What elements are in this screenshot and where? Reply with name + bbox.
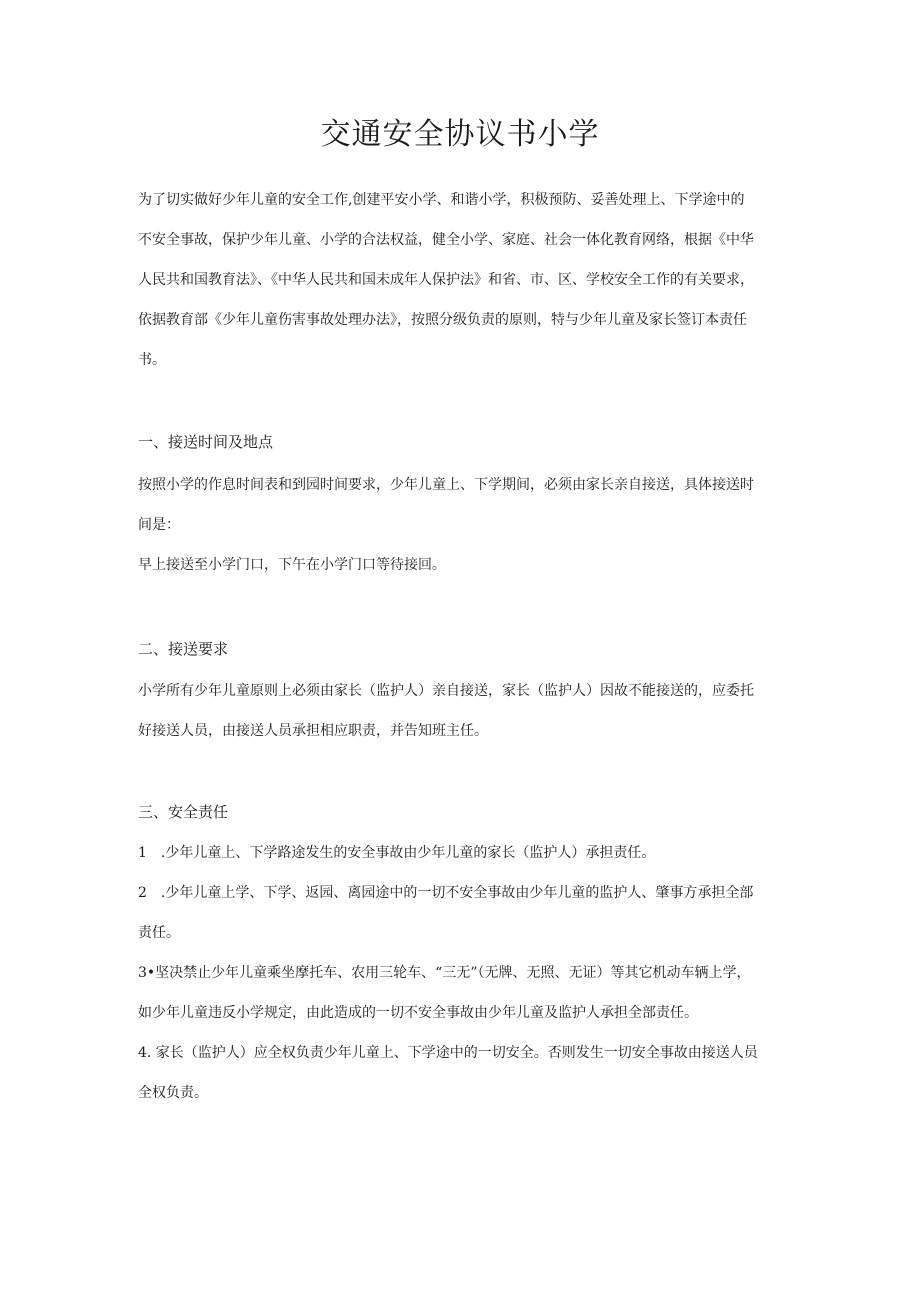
section-line: 全权负责。 [138,1085,208,1101]
section-heading-safety-responsibility: 三、安全责任 [138,803,229,821]
section-line: 责任。 [138,925,180,941]
section-line: 小学所有少年儿童原则上必须由家长（监护人）亲自接送，家长（监护人）因故不能接送的，应委托 [138,683,754,699]
section-line: 1 .少年儿童上、下学路途发生的安全事故由少年儿童的家长（监护人）承担责任。 [138,845,656,861]
intro-line: 依据教育部《少年儿童伤害事故处理办法》，按照分级负责的原则，特与少年儿童及家长签订本责任 [138,312,747,328]
section-line: 如少年儿童违反小学规定，由此造成的一切不安全事故由少年儿童及监护人承担全部责任。 [138,1005,698,1021]
intro-line: 人民共和国教育法》、《中华人民共和国未成年人保护法》和省、市、区、学校安全工作的有关要求， [138,272,754,288]
section-body-safety-responsibility [138,833,786,1113]
section-line: 好接送人员，由接送人员承担相应职责，并告知班主任。 [138,723,488,739]
intro-line: 书。 [138,352,166,368]
document-title: 交通安全协议书小学 [320,117,600,152]
section-line: 4. 家长（监护人）应全权负责少年儿童上、下学途中的一切安全。否则发生一切安全事故由接送人员 [138,1045,758,1061]
section-heading-pickup-time: 一、接送时间及地点 [138,433,274,451]
section-heading-pickup-requirements: 二、接送要求 [138,640,229,658]
intro-paragraph [138,180,786,380]
section-line: 2 .少年儿童上学、下学、返园、离园途中的一切不安全事故由少年儿童的监护人、肇事方承担全部 [138,885,754,901]
section-line: 按照小学的作息时间表和到园时间要求，少年儿童上、下学期间，必须由家长亲自接送，具体接送时 [138,477,754,493]
intro-line: 为了切实做好少年儿童的安全工作,创建平安小学、和谐小学，积极预防、妥善处理上、下学途中的 [138,192,745,208]
intro-line: 不安全事故，保护少年儿童、小学的合法权益，健全小学、家庭、社会一体化教育网络，根据《中华 [138,232,754,248]
section-body-pickup-requirements [138,671,786,751]
section-line: 3•坚决禁止少年儿童乘坐摩托车、农用三轮车、“三无”（无牌、无照、无证）等其它机动车辆上学， [138,965,751,981]
section-body-pickup-time [138,465,786,585]
section-line: 早上接送至小学门口，下午在小学门口等待接回。 [138,557,446,573]
section-line: 间是： [138,517,180,533]
